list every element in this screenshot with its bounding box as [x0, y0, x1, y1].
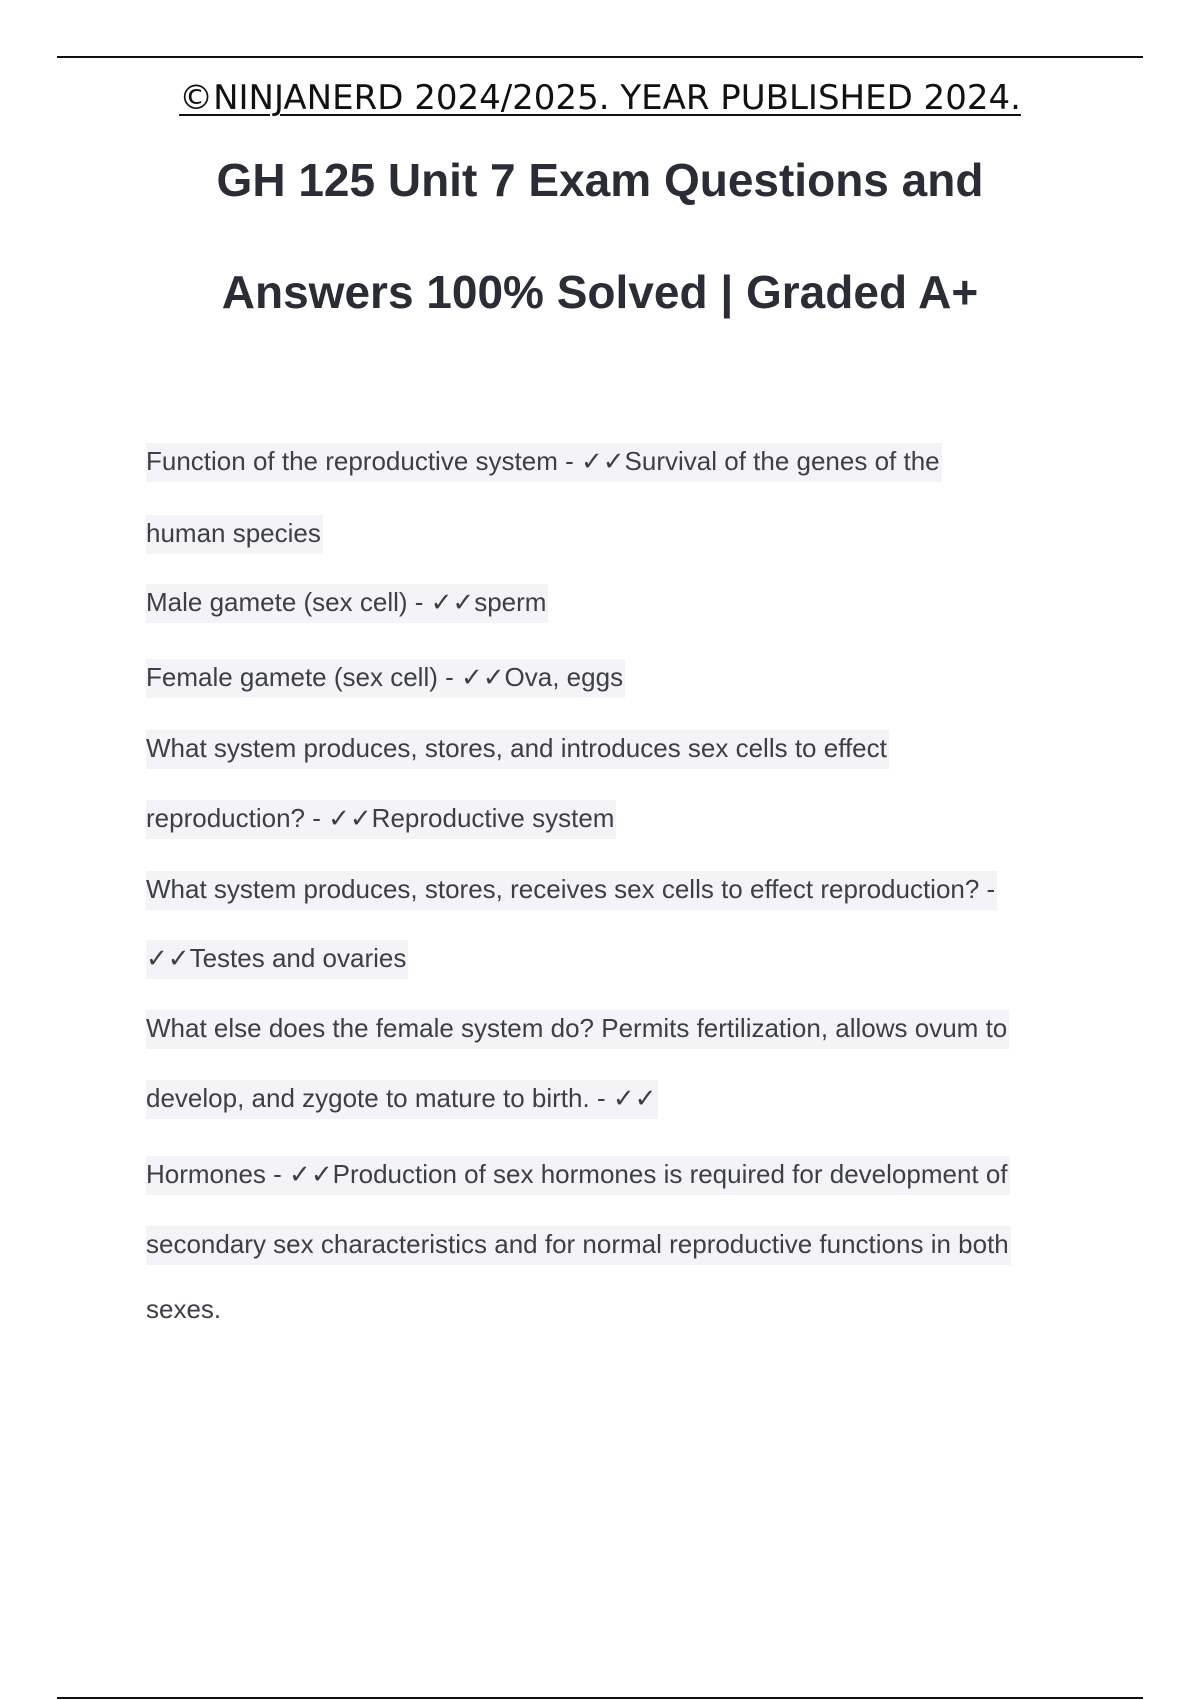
- bottom-rule: [57, 1697, 1143, 1699]
- qa-line: What system produces, stores, and introduces sex cells to effect: [146, 730, 889, 769]
- copyright-header: [0, 78, 1200, 119]
- qa-line: Female gamete (sex cell) - ✓✓Ova, eggs: [146, 659, 625, 698]
- qa-line: ✓✓Testes and ovaries: [146, 940, 408, 979]
- document-title-line-1: GH 125 Unit 7 Exam Questions and: [216, 154, 984, 206]
- qa-line: reproduction? - ✓✓Reproductive system: [146, 800, 616, 839]
- qa-line: Male gamete (sex cell) - ✓✓sperm: [146, 584, 548, 623]
- qa-line: secondary sex characteristics and for normal reproductive functions in both: [146, 1226, 1011, 1265]
- qa-line: sexes.: [146, 1294, 222, 1324]
- qa-line: Hormones - ✓✓Production of sex hormones is required for development of: [146, 1156, 1010, 1195]
- qa-line: What system produces, stores, receives sex cells to effect reproduction? -: [146, 871, 997, 910]
- qa-line: Function of the reproductive system - ✓✓Survival of the genes of the: [146, 443, 942, 482]
- copyright-text: ©NINJANERD 2024/2025. YEAR PUBLISHED 2024.: [179, 78, 1021, 118]
- top-rule: [57, 56, 1143, 58]
- qa-line: develop, and zygote to mature to birth. - ✓✓: [146, 1080, 658, 1119]
- document-title-line-2: Answers 100% Solved | Graded A+: [221, 266, 979, 318]
- qa-line: What else does the female system do? Permits fertilization, allows ovum to: [146, 1010, 1009, 1049]
- qa-line: human species: [146, 515, 323, 554]
